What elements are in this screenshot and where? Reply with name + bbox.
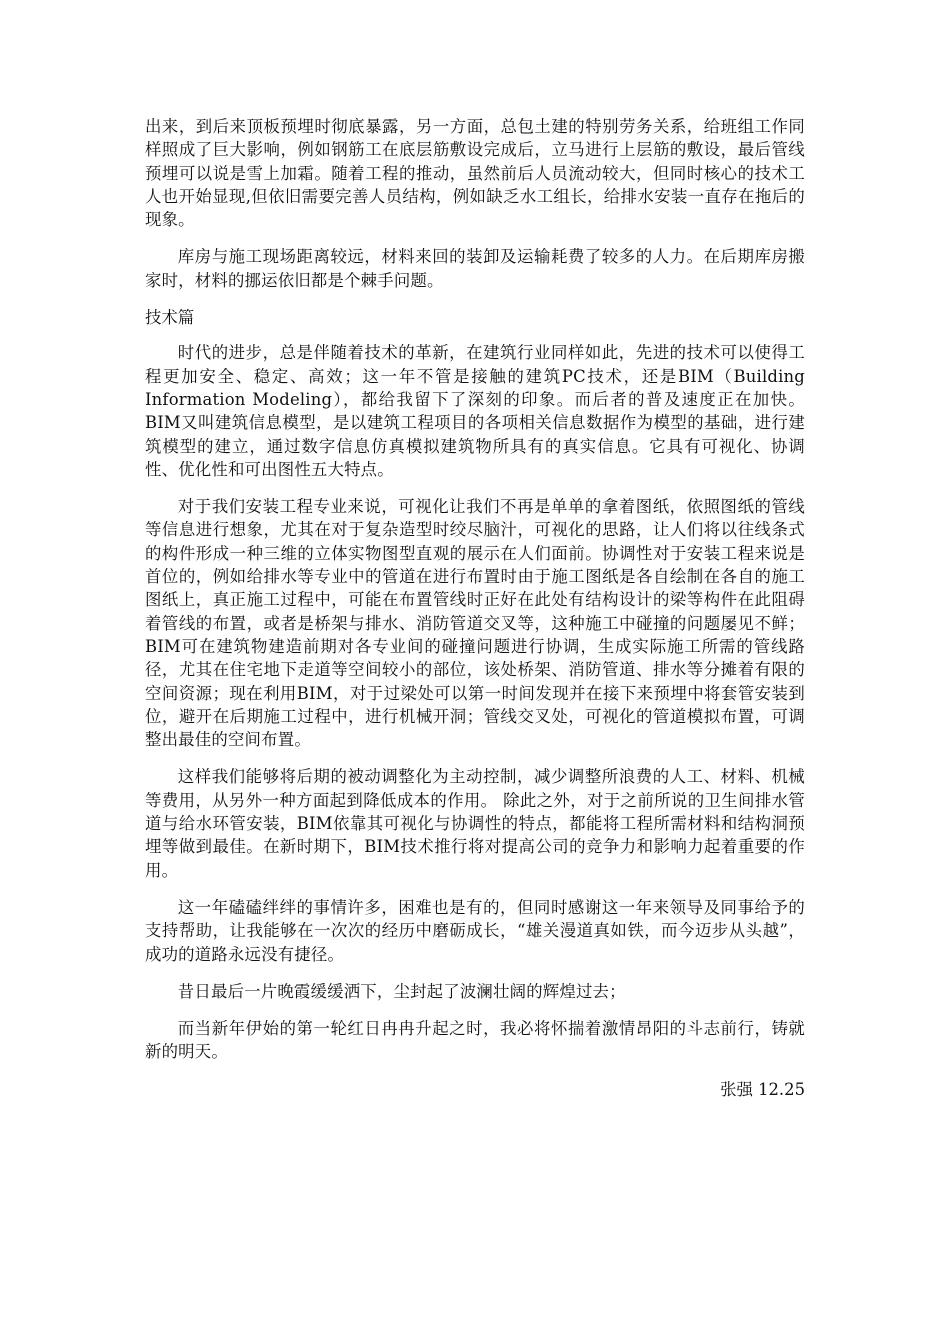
paragraph-sunset: 昔日最后一片晚霞缓缓洒下，尘封起了波澜壮阔的辉煌过去； [177,981,626,1001]
signature: 张强 12.25 [720,1079,805,1099]
paragraph-bim-intro: 时代的进步，总是伴随着技术的革新，在建筑行业同样如此，先进的技术可以使得工程更加安全、稳定、高效；这一年不管是接触的建筑PC技术，还是BIM（Building Information Modeling），都给我留下了深刻的印象。而后者的普及速度正在加快。BIM又叫建筑信息模型，是以建筑工程项目的各项相关信息数据作为模型的基础，进行建筑模型的建立，通过数字信息仿真模拟建筑物所具有的真实信息。它具有可视化、协调性、优化性和可出图性五大特点。 [145,343,805,479]
paragraph-cost-control: 这样我们能够将后期的被动调整化为主动控制，减少调整所浪费的人工、材料、机械等费用，从另外一种方面起到降低成本的作用。 除此之外，对于之前所说的卫生间排水管道与给水环管安装，BIM依靠其可视化与协调性的特点，都能将工程所需材料和结构洞预埋等做到最佳。在新时期下，BIM技术推行将对提高公司的竞争力和影响力起着重要的作用。 [145,767,805,880]
paragraph-staffing: 出来，到后来顶板预埋时彻底暴露，另一方面，总包土建的特别劳务关系，给班组工作同样照成了巨大影响，例如钢筋工在底层筋敷设完成后，立马进行上层筋的敷设，最后管线预埋可以说是雪上加霜。随着工程的推动，虽然前后人员流动较大，但同时核心的技术工人也开始显现,但依旧需要完善人员结构，例如缺乏水工组长，给排水安装一直存在拖后的现象。 [145,117,805,230]
paragraph-new-year: 而当新年伊始的第一轮红日冉冉升起之时，我必将怀揣着激情昂阳的斗志前行，铸就新的明天。 [145,1019,805,1062]
paragraph-gratitude: 这一年磕磕绊绊的事情许多，困难也是有的，但同时感谢这一年来领导及同事给予的支持帮助，让我能够在一次次的经历中磨砺成长，“雄关漫道真如铁，而今迈步从头越”，成功的道路永远没有捷径。 [145,897,805,964]
paragraph-bim-visualization: 对于我们安装工程专业来说，可视化让我们不再是单单的拿着图纸，依照图纸的管线等信息进行想象，尤其在对于复杂造型时绞尽脑汁，可视化的思路，让人们将以往线条式的构件形成一种三维的立体实物图型直观的展示在人们面前。协调性对于安装工程来说是首位的，例如给排水等专业中的管道在进行布置时由于施工图纸是各自绘制在各自的施工图纸上，真正施工过程中，可能在布置管线时正好在此处有结构设计的梁等构件在此阻碍着管线的布置，或者是桥架与排水、消防管道交叉等，这种施工中碰撞的问题屡见不鲜；BIM可在建筑物建造前期对各专业间的碰撞问题进行协调，生成实际施工所需的管线路径，尤其在住宅地下走道等空间较小的部位，该处桥架、消防管道、排水等分摊着有限的空间资源；现在利用BIM，对于过梁处可以第一时间发现并在接下来预埋中将套管安装到位，避开在后期施工过程中，进行机械开洞；管线交叉处，可视化的管道模拟布置，可调整出最佳的空间布置。 [145,497,805,750]
paragraph-warehouse: 库房与施工现场距离较远，材料来回的装卸及运输耗费了较多的人力。在后期库房搬家时，材料的挪运依旧都是个棘手问题。 [145,247,805,290]
section-heading-technology: 技术篇 [145,308,195,328]
